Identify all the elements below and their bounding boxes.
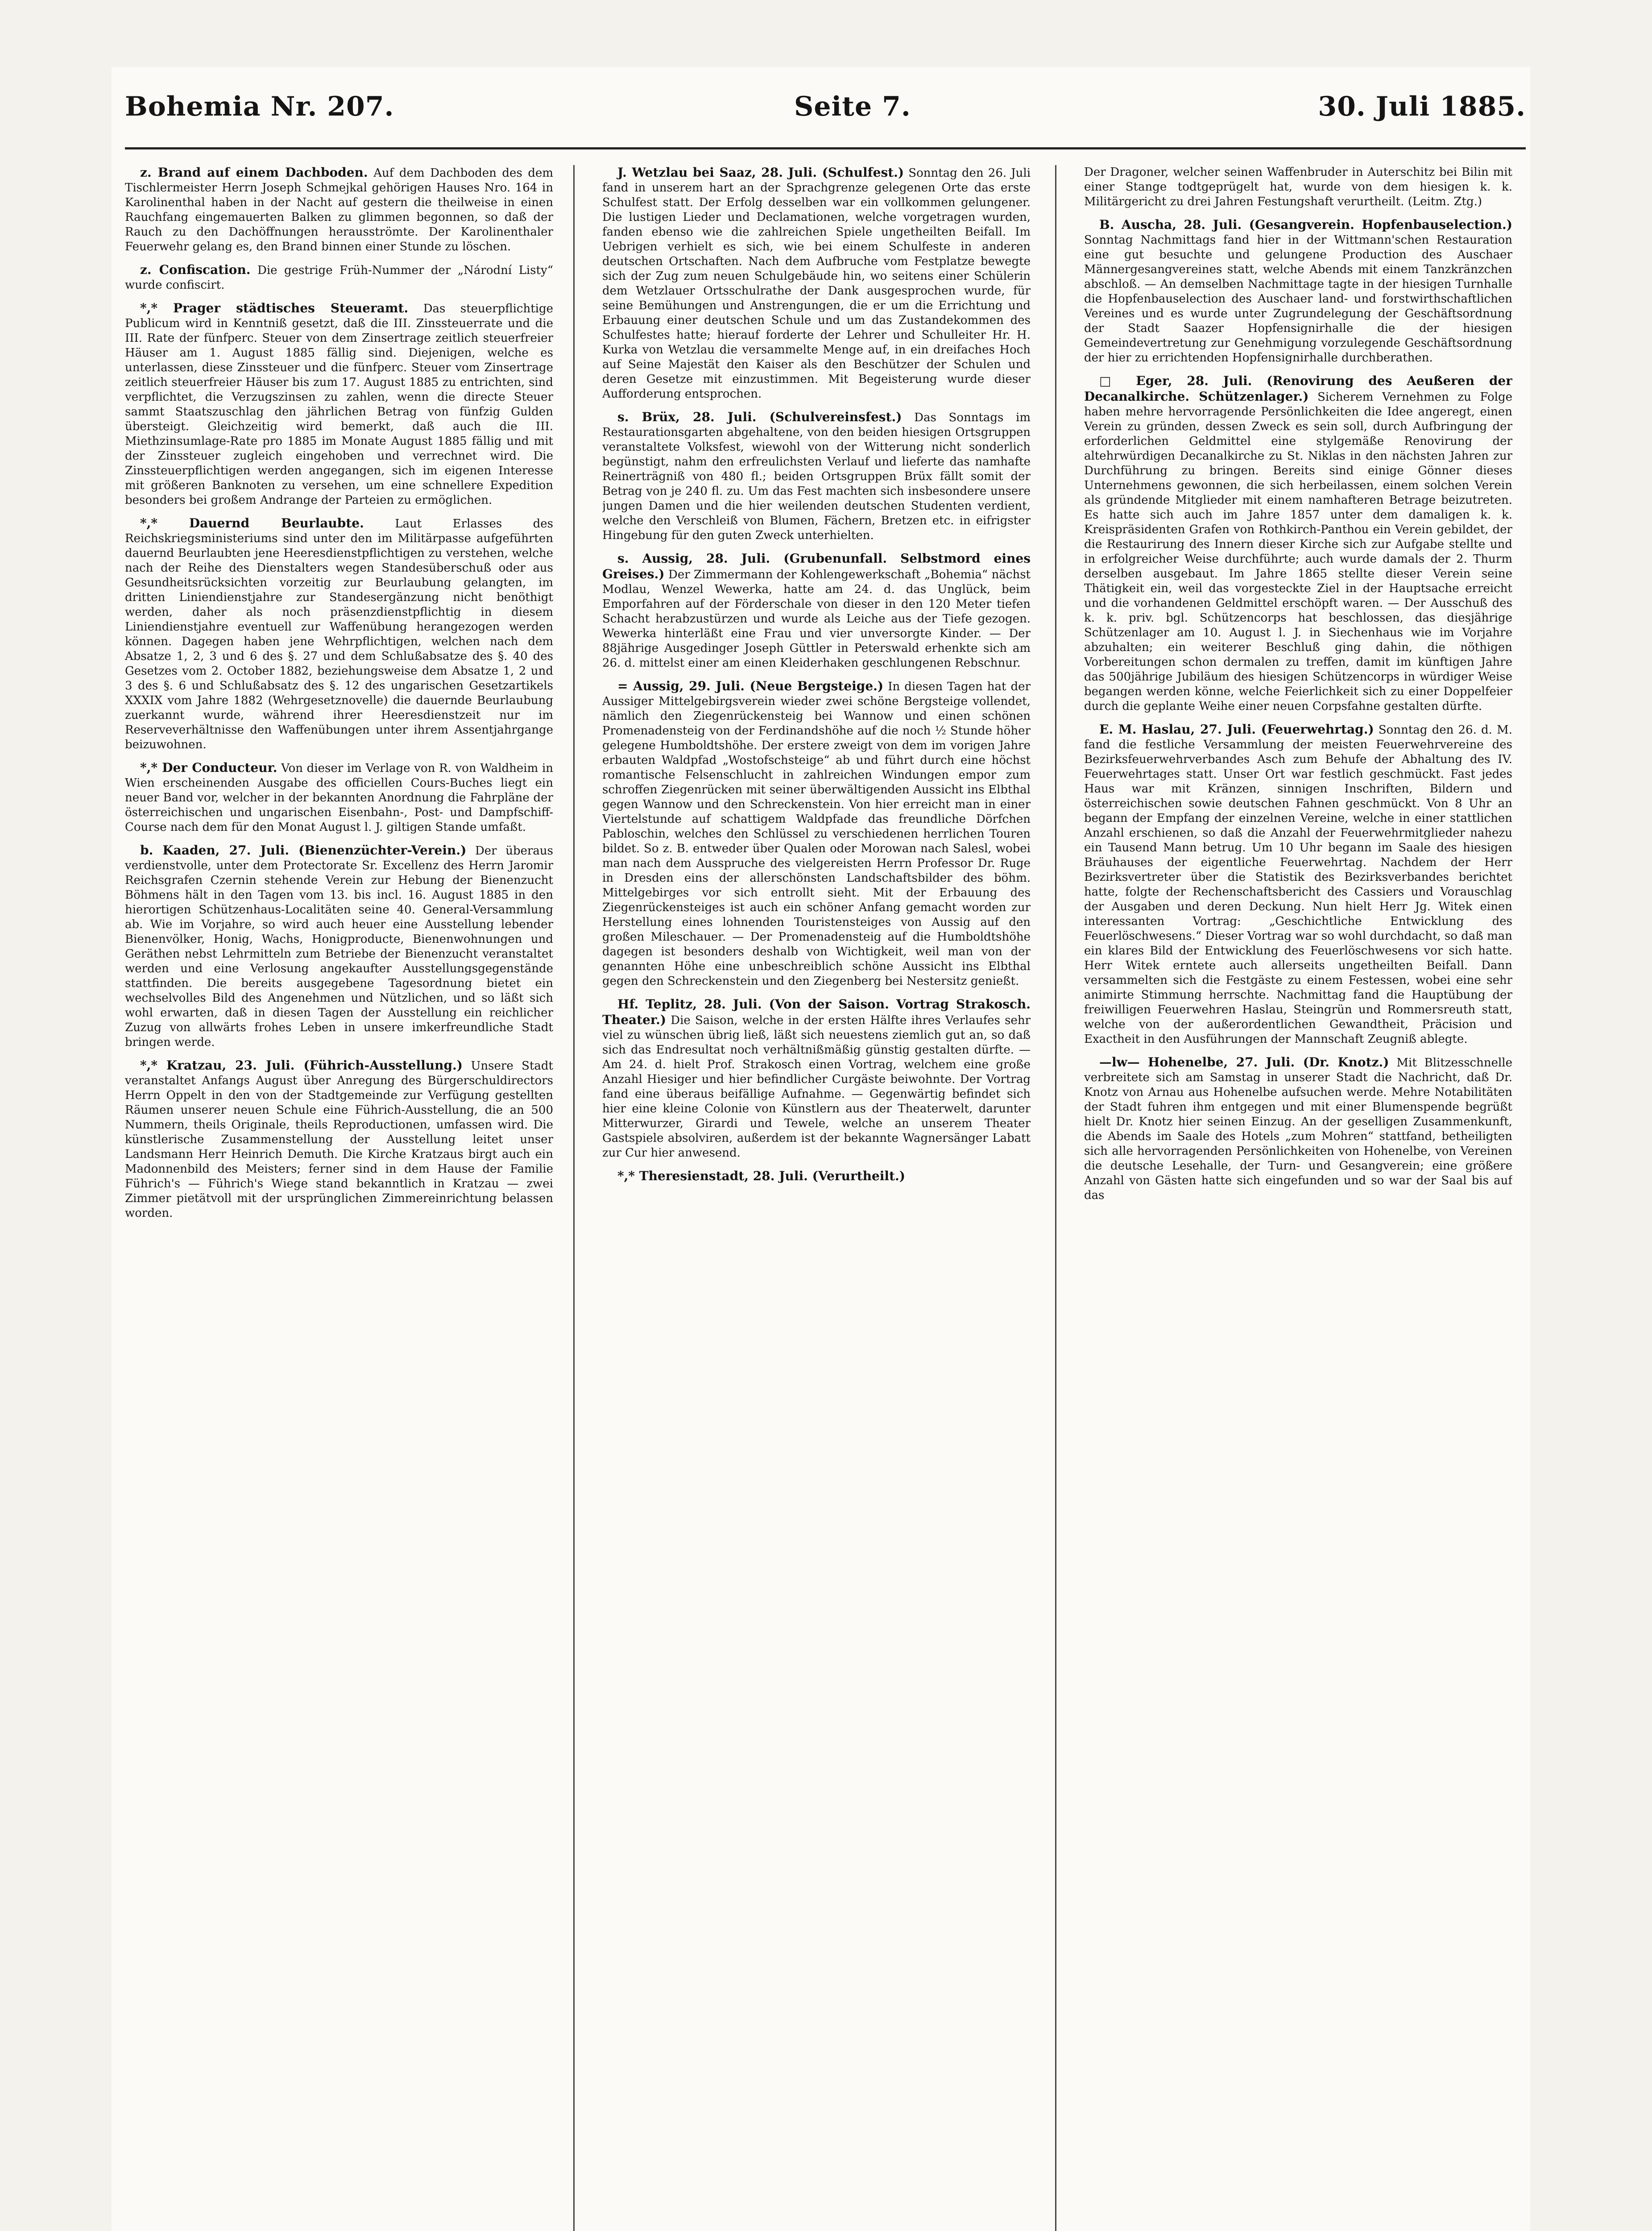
article-body: Laut Erlasses des Reichskriegsministeriums sind unter den im Militärpasse aufgeführten dauernd Beurlaubten jene Heeresdienstpflichtigen zu verstehen, welche nach der Reihe des Dienstalters wegen Standesüberschuß oder aus Gesundheitsrücksichten vorzeitig zur Beurlaubung gelangten, im dritten Liniendienstjahre zur Standesergänzung nicht benöthigt werden, daher als noch präsenzdienstpflichtig in diesem Liniendienstjahre eventuell zur Waffenübung herangezogen werden können. Dagegen haben jene Wehrpflichtigen, welchen nach dem Absatze 1, 2, 3 und 6 des §. 27 und dem Schlußabsatze des §. 40 des Gesetzes vom 2. October 1882, beziehungsweise dem Absatze 1, 2 und 3 des §. 6 und Schlußabsatz des §. 12 des ungarischen Gesetzartikels XXXIX vom Jahre 1882 (Wehrgesetznovelle) die dauernde Beurlaubung zuerkannt wurde, während ihrer Heeresdienstzeit nur im Reserveverhältnisse den Waffenübungen unter ihrem Assentjahrgange beizuwohnen. [125, 517, 553, 751]
article-body: Sonntag den 26. Juli fand in unserem hart an der Sprachgrenze gelegenen Orte das erste Schulfest statt. Der Erfolg desselben war ein vollkommen gelungener. Die lustigen Lieder und Declamationen, welche vorgetragen wurden, fanden ebenso wie die zahlreichen Spiele ungetheilten Beifall. Im Uebrigen verhielt es sich, wie bei einem Schulfeste in anderen deutschen Ortschaften. Nach dem Aufbruche vom Festplatze bewegte sich der Zug zum neuen Schulgebäude hin, wo seitens einer Schülerin dem Wetzlauer Ortsschulrathe der Dank ausgesprochen wurde, für seine Bemühungen und Anstrengungen, die er um die Errichtung und Erbauung einer deutschen Schule und um das Zustandekommen des Schulfestes hatte; hierauf forderte der Lehrer und Schulleiter Hr. H. Kurka von Wetzlau die versammelte Menge auf, in ein dreifaches Hoch auf Seine Majestät den Kaiser als den Beschützer der Schulen und deren Gesetze mit einzustimmen. Mit Begeisterung wurde dieser Aufforderung entsprochen. [602, 166, 1031, 401]
article-heading: □ Eger, 28. Juli. (Renovirung des Aeußeren der Decanalkirche. Schützenlager.) [1084, 373, 1512, 404]
article-body: Das steuerpflichtige Publicum wird in Kenntniß gesetzt, daß die III. Zinssteuerrate und die III. Rate der fünfperc. Steuer von dem Zinsertrage zeitlich steuerfreier Häuser am 1. August 1885 fällig sind. Diejenigen, welche es unterlassen, diese Zinssteuer und die fünfperc. Steuer vom Zinsertrage zeitlich steuerfreier Häuser bis zum 17. August 1885 zu entrichten, sind verpflichtet, die Verzugszinsen zu zahlen, wenn die directe Steuer sammt Staatszuschlag den jährlichen Betrag von fünfzig Gulden übersteigt. Gleichzeitig wird bemerkt, daß auch die III. Miethzinsumlage-Rate pro 1885 im Monate August 1885 fällig und mit der Zinssteuer zugleich eingehoben und verrechnet wird. Die Zinssteuerpflichtigen werden angegangen, sich im eigenen Interesse mit größeren Banknoten zu versehen, um eine schnellere Expedition besonders bei großem Andrange der Parteien zu ermöglichen. [125, 302, 553, 507]
article-body: Auf dem Dachboden des dem Tischlermeister Herrn Joseph Schmejkal gehörigen Hauses Nro. 164 in Karolinenthal haben in der Nacht auf gestern die theilweise in einen Rauchfang eingemauerten Balken zu glimmen begonnen, so daß der Rauch zu den Dachöffnungen herausströmte. Der Karolinenthaler Feuerwehr gelang es, den Brand binnen einer Stunde zu löschen. [125, 166, 553, 253]
article [125, 165, 553, 254]
article [1084, 1055, 1512, 1203]
article-heading: E. M. Haslau, 27. Juli. (Feuerwehrtag.) [1099, 722, 1374, 737]
article [125, 843, 553, 1050]
article-body: Das Sonntags im Restaurationsgarten abgehaltene, von den beiden hiesigen Ortsgruppen veranstaltete Volksfest, wiewohl von der Witterung nicht sonderlich begünstigt, nahm den erfreulichsten Verlauf und lieferte das namhafte Reinerträgniß von 480 fl.; beiden Ortsgruppen Brüx fällt somit der Betrag von je 240 fl. zu. Um das Fest machten sich insbesondere unsere jungen Damen und die hier weilenden deutschen Studenten verdient, welche den Verschleiß von Blumen, Fächern, Bretzen etc. in eifrigster Hingebung für den guten Zweck unterhielten. [602, 411, 1031, 542]
article-heading: = Aussig, 29. Juli. (Neue Bergsteige.) [617, 679, 884, 693]
column-3 [1084, 165, 1512, 2231]
article-body: Mit Blitzesschnelle verbreitete sich am Samstag in unserer Stadt die Nachricht, daß Dr. Knotz von Arnau aus Hohenelbe aufsuchen werde. Mehre Notabilitäten der Stadt fuhren ihm entgegen und mit einer Blumenspende begrüßt hielt Dr. Knotz hier seinen Einzug. An der geselligen Zusammenkunft, die Abends im Saale des Hotels „zum Mohren“ stattfand, betheiligten sich alle hervorragenden Persönlichkeiten von Hohenelbe, von Vereinen die deutsche Lesehalle, der Turn- und Gesangverein; eine größere Anzahl von Gästen hatte sich eingefunden und so war der Saal bis auf das [1084, 1056, 1512, 1202]
article [602, 679, 1031, 989]
column-rule [573, 165, 575, 2231]
article [602, 551, 1031, 671]
article-heading: z. Brand auf einem Dachboden. [140, 165, 368, 180]
article-body: Sonntag Nachmittags fand hier in der Wittmann'schen Restauration eine gut besuchte und gelungene Production des Auschaer Männergesangvereines statt, welche Abends mit einem Tanzkränzchen abschloß. — An demselben Nachmittage tagte in der hiesigen Turnhalle die Hopfenbauselection des Auschaer land- und forstwirthschaftlichen Vereines und es wurde unter Zugrundelegung der Geschäftsordnung der Stadt Saazer Hopfensignirhalle die der hiesigen Gemeindevertretung zur Genehmigung vorzulegende Geschäftsordnung der hier zu errichtenden Hopfensignirhalle durchberathen. [1084, 233, 1512, 365]
column-rule [1055, 165, 1056, 2231]
article-body: Sonntag den 26. d. M. fand die festliche Versammlung der meisten Feuerwehrvereine des Bezirksfeuerwehrverbandes Asch zum Behufe der Abhaltung des IV. Feuerwehrtages statt. Unser Ort war festlich geschmückt. Fast jedes Haus war mit Kränzen, sinnigen Inschriften, Bildern und österreichischen sowie deutschen Fahnen geschmückt. Von 8 Uhr an begann der Empfang der einzelnen Vereine, welche in einer stattlichen Anzahl erschienen, so daß die Anzahl der Feuerwehrmitglieder nahezu ein Tausend Mann betrug. Um 10 Uhr begann im Saale des hiesigen Bräuhauses der eigentliche Feuerwehrtag. Nachdem der Herr Bezirksvertreter über die Statistik des Bezirksverbandes berichtet hatte, folgte der Rechenschaftsbericht des Cassiers und Vorauschlag der Ausgaben und deren Deckung. Nun hielt Herr Jg. Witek einen interessanten Vortrag: „Geschichtliche Entwicklung des Feuerlöschwesens.“ Dieser Vortrag war so wohl durchdacht, so daß man ein klares Bild der Entwicklung des Feuerlöschwesens vor sich hatte. Herr Witek erntete auch allerseits ungetheilten Beifall. Dann versammelten sich die Festgäste zu einem Festessen, wobei eine sehr animirte Stimmung herrschte. Nachmittag fand die Hauptübung der freiwilligen Feuerwehren Haslau, Steingrün und Rommersreuth statt, welche von der außerordentlichen Gewandtheit, Präcision und Exactheit in den Ausführungen der Mannschaft Zeugniß ablegte. [1084, 723, 1512, 1046]
article-heading: *,* Prager städtisches Steueramt. [140, 301, 409, 315]
article-body: Unsere Stadt veranstaltet Anfangs August über Anregung des Bürgerschuldirectors Herrn Oppelt in den von der Stadtgemeinde zur Verfügung gestellten Räumen unserer neuen Schule eine Führich-Ausstellung, die an 500 Nummern, theils Originale, theils Reproductionen, umfassen wird. Die künstlerische Zusammenstellung der Ausstellung leitet unser Landsmann Herr Heinrich Demuth. Die Kirche Kratzaus birgt auch ein Madonnenbild des Meisters; ferner sind in dem Hause der Familie Führich's — Führich's Wiege stand bekanntlich in Kratzau — zwei Zimmer pietätvoll mit der ursprünglichen Zimmereinrichtung belassen worden. [125, 1059, 553, 1220]
article [602, 1169, 1031, 1184]
article [1084, 217, 1512, 365]
article-body: Der überaus verdienstvolle, unter dem Protectorate Sr. Excellenz des Herrn Jaromir Reichsgrafen Czernin stehende Verein zur Hebung der Bienenzucht Böhmens hält in den Tagen vom 13. bis incl. 16. August 1885 in den hierortigen Schützenhaus-Localitäten seine 40. General-Versammlung ab. Wie im Vorjahre, so wird auch heuer eine Ausstellung lebender Bienenvölker, Honig, Wachs, Honigproducte, Bienenwohnungen und Geräthen nebst Lehrmitteln zum Betriebe der Bienenzucht veranstaltet werden und eine Verlosung angekaufter Ausstellungsgegenstände stattfinden. Die bereits ausgegebene Tagesordnung bietet ein wechselvolles Bild des Angenehmen und Nützlichen, und so läßt sich wohl erwarten, daß in diesen Tagen der Ausstellung ein reichlicher Zuzug von allwärts frohes Leben in unsere imkerfreundliche Stadt bringen werde. [125, 844, 553, 1049]
article [125, 301, 553, 508]
article-body: Von dieser im Verlage von R. von Waldheim in Wien erscheinenden Ausgabe des officiellen Cours-Buches liegt ein neuer Band vor, welcher in der bekannten Anordnung die Fahrpläne der österreichischen und ungarischen Eisenbahn-, Post- und Dampfschiff-Course nach dem für den Monat August l. J. giltigen Stande umfaßt. [125, 762, 553, 834]
article-body: Sicherem Vernehmen zu Folge haben mehre hervorragende Persönlichkeiten die Idee angeregt, einen Verein zu gründen, dessen Zweck es sein soll, durch Aufbringung der erforderlichen Geldmittel eine stylgemäße Renovirung der altehrwürdigen Decanalkirche zu St. Niklas in den nächsten Jahren zur Durchführung zu bringen. Bereits sind einige Gönner dieses Unternehmens gewonnen, die sich herbeilassen, einem solchen Verein als gründende Mitglieder mit einem namhafteren Betrage beizutreten. Es hatte sich auch im Jahre 1857 unter dem damaligen k. k. Kreispräsidenten Grafen von Rothkirch-Panthou ein Verein gebildet, der die Restaurirung des Innern dieser Kirche sich zur Aufgabe stellte und in erfolgreicher Weise durchführte; auch wurde damals der 2. Thurm derselben ausgebaut. Im Jahre 1865 stellte dieser Verein seine Thätigkeit ein, weil das vorgesteckte Ziel in der Hauptsache erreicht und die vorhandenen Geldmittel erschöpft waren. — Der Ausschuß des k. k. priv. bgl. Schützencorps hat beschlossen, das diesjährige Schützenlager am 10. August l. J. in Siechenhaus wie im Vorjahre abzuhalten; ein weiterer Beschluß ging dahin, die nöthigen Vorbereitungen schon dermalen zu treffen, damit im künftigen Jahre das 500jährige Jubiläum des hiesigen Schützencorps in würdiger Weise begangen werden könne, welche Feierlichkeit sich zu einer Doppelfeier durch die geplante Weihe einer neuen Corpsfahne gestalten dürfte. [1084, 390, 1512, 713]
column-2 [602, 165, 1031, 2231]
article-heading: J. Wetzlau bei Saaz, 28. Juli. (Schulfest.) [617, 165, 904, 180]
article-heading: *,* Der Conducteur. [140, 760, 277, 775]
article-body: Die gestrige Früh-Nummer der „Národní Listy“ wurde confiscirt. [125, 264, 553, 292]
article [125, 516, 553, 752]
article [1084, 722, 1512, 1047]
article-heading: *,* Dauernd Beurlaubte. [140, 516, 364, 531]
article [602, 997, 1031, 1161]
masthead-page-number: Seite 7. [794, 91, 911, 122]
masthead [125, 80, 1526, 149]
article-body: In diesen Tagen hat der Aussiger Mittelgebirgsverein wieder zwei schöne Bergsteige vollendet, nämlich den Ziegenrückensteig bei Wannow und einen schönen Promenadensteig von der Ferdinandshöhe auf die noch ½ Stunde höher gelegene Humboldtshöhe. Der erstere zweigt von dem im vorigen Jahre erbauten Waldpfad „Wostofschsteige“ ab und führt durch eine höchst romantische Felsenschlucht in zahlreichen Windungen empor zum schroffen Ziegenrücken mit seiner überwältigenden Aussicht ins Elbthal gegen Wannow und den Schreckenstein. Von hier erreicht man in einer Viertelstunde auf schattigem Waldpfade das freundliche Dörfchen Pabloschin, welches den Schlüssel zu verschiedenen herrlichen Touren bildet. So z. B. entweder über Qualen oder Morowan nach Salesl, wobei man nach dem Ausspruche des vielgereisten Herrn Professor Dr. Ruge in Dresden eins der allerschönsten Landschaftsbilder des böhm. Mittelgebirges vor sich entrollt sieht. Mit der Erbauung des Ziegenrückensteiges ist auch ein schöner Anfang gemacht worden zur Herstellung eines lohnenden Touristensteiges von Aussig auf den großen Mileschauer. — Der Promenadensteig auf die Humboldtshöhe dagegen ist besonders deshalb von Wichtigkeit, weil man von der genannten Höhe eine unbeschreiblich schöne Aussicht ins Elbthal gegen den Schreckenstein und den Ziegenberg bei Nestersitz genießt. [602, 680, 1031, 988]
article-heading: *,* Theresienstadt, 28. Juli. (Verurtheilt.) [617, 1169, 905, 1183]
article-body: Der Zimmermann der Kohlengewerkschaft „Bohemia“ nächst Modlau, Wenzel Wewerka, hatte am 24. d. das Unglück, beim Emporfahren auf der Förderschale von dieser in den 120 Meter tiefen Schacht herabzustürzen und wurde als Leiche aus der Tiefe gezogen. Wewerka hinterläßt eine Frau und vier unversorgte Kinder. — Der 88jährige Ausgedinger Joseph Güttler in Peterswald erhenkte sich am 26. d. mittelst einer am einen Kleiderhaken geschlungenen Rebschnur. [602, 568, 1031, 670]
article [602, 410, 1031, 543]
newspaper-page [112, 67, 1530, 2231]
article-heading: *,* Kratzau, 23. Juli. (Führich-Ausstellung.) [140, 1058, 463, 1073]
masthead-title: Bohemia Nr. 207. [125, 91, 394, 122]
article [125, 262, 553, 293]
article-heading: b. Kaaden, 27. Juli. (Bienenzüchter-Verein.) [140, 843, 467, 858]
masthead-date: 30. Juli 1885. [1318, 91, 1526, 122]
article-body: Die Saison, welche in der ersten Hälfte ihres Verlaufes sehr viel zu wünschen übrig ließ, läßt sich neuestens ziemlich gut an, so daß sich das Endresultat noch verhältnißmäßig günstig gestalten dürfte. — Am 24. d. hielt Prof. Strakosch einen Vortrag, welchem eine große Anzahl Hiesiger und hier befindlicher Curgäste beiwohnte. Der Vortrag fand eine überaus beifällige Aufnahme. — Gegenwärtig befindet sich hier eine kleine Colonie von Künstlern aus der Theaterwelt, darunter Mitterwurzer, Girardi und Tewele, welche an unserem Theater Gastspiele absolviren, außerdem ist der bekannte Wagnersänger Labatt zur Cur hier anwesend. [602, 1014, 1031, 1160]
article [125, 1058, 553, 1221]
article-heading: s. Aussig, 28. Juli. (Grubenunfall. Selbstmord eines Greises.) [602, 551, 1031, 581]
article-continuation: Der Dragoner, welcher seinen Waffenbruder in Auterschitz bei Bilin mit einer Stange todtgeprügelt hat, wurde von dem hiesigen k. k. Militärgericht zu drei Jahren Festungshaft verurtheilt. (Leitm. Ztg.) [1084, 166, 1512, 208]
article-heading: —lw— Hohenelbe, 27. Juli. (Dr. Knotz.) [1099, 1055, 1389, 1070]
column-1 [125, 165, 553, 2231]
article [602, 165, 1031, 402]
article [125, 760, 553, 835]
article-heading: B. Auscha, 28. Juli. (Gesangverein. Hopfenbauselection.) [1099, 217, 1512, 232]
article-heading: s. Brüx, 28. Juli. (Schulvereinsfest.) [617, 410, 902, 424]
article [1084, 373, 1512, 714]
article-heading: z. Confiscation. [140, 262, 251, 277]
article-heading: Hf. Teplitz, 28. Juli. (Von der Saison. Vortrag Strakosch. Theater.) [602, 997, 1031, 1027]
